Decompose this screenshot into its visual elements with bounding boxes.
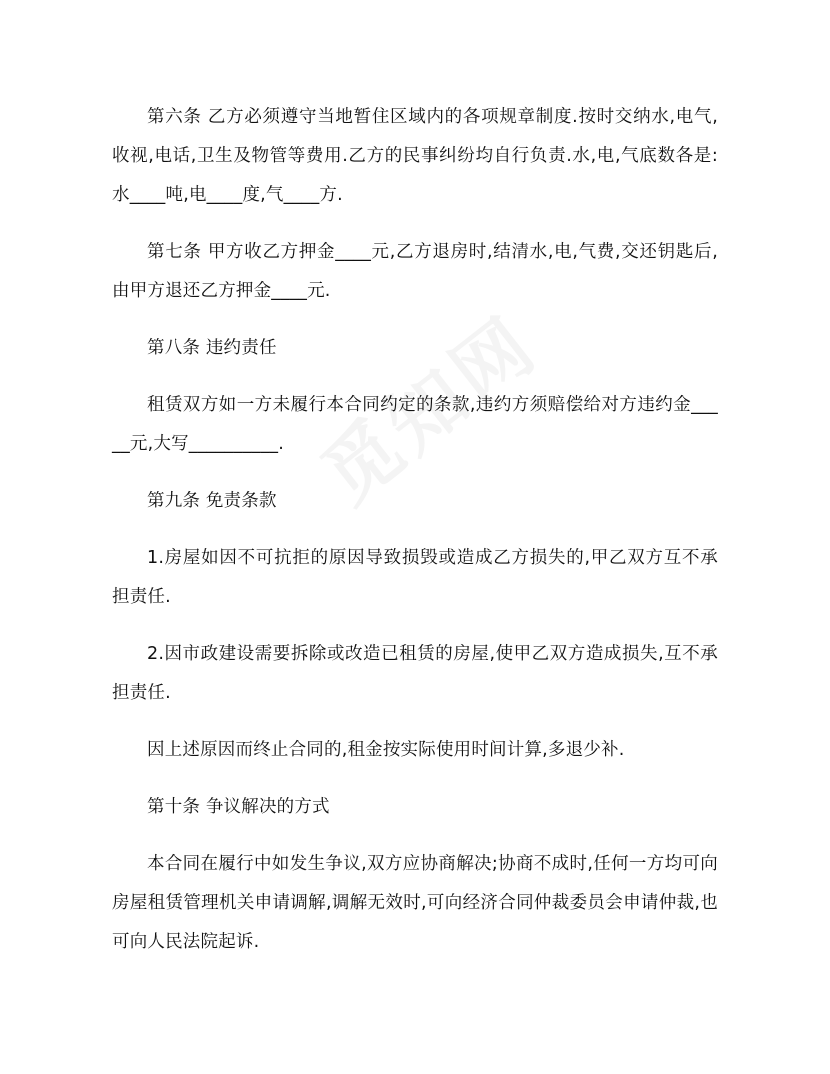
dispute-resolution-paragraph: 本合同在履行中如发生争议,双方应协商解决;协商不成时,任何一方均可向房屋租赁管理机关申请调解,调解无效时,可向经济合同仲裁委员会申请仲裁,也可向人民法院起诉. bbox=[112, 854, 718, 952]
breach-liability-paragraph: 租赁双方如一方未履行本合同约定的条款,违约方须赔偿给对方违约金_____元,大写__________. bbox=[112, 395, 718, 454]
article-9-heading: 第九条 免责条款 bbox=[147, 491, 277, 511]
article-7-paragraph: 第七条 甲方收乙方押金____元,乙方退房时,结清水,电,气费,交还钥匙后,由甲方退还乙方押金____元. bbox=[112, 242, 718, 301]
termination-rent-paragraph: 因上述原因而终止合同的,租金按实际使用时间计算,多退少补. bbox=[147, 740, 625, 760]
exemption-item-2: 2.因市政建设需要拆除或改造已租赁的房屋,使甲乙双方造成损失,互不承担责任. bbox=[112, 644, 718, 703]
article-8-heading: 第八条 违约责任 bbox=[147, 338, 277, 358]
article-6-paragraph: 第六条 乙方必须遵守当地暂住区域内的各项规章制度.按时交纳水,电气,收视,电话,卫生及物管等费用.乙方的民事纠纷均自行负责.水,电,气底数各是:水____吨,电____度,气____方. bbox=[112, 107, 718, 205]
exemption-item-1: 1.房屋如因不可抗拒的原因导致损毁或造成乙方损失的,甲乙双方互不承担责任. bbox=[112, 548, 718, 607]
article-10-heading: 第十条 争议解决的方式 bbox=[147, 797, 330, 817]
document-body bbox=[112, 98, 718, 962]
